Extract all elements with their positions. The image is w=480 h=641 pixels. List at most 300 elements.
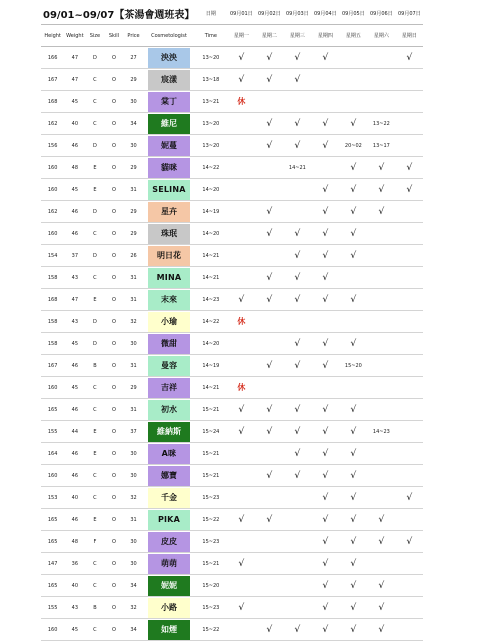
checkmark-cell: √ <box>255 267 283 289</box>
empty-day-cell <box>283 575 311 597</box>
skill-cell: O <box>104 399 123 421</box>
empty-day-cell <box>339 311 367 333</box>
checkmark-cell: √ <box>283 289 311 311</box>
table-row <box>41 487 423 509</box>
empty-day-cell <box>255 597 283 619</box>
empty-day-cell <box>255 575 283 597</box>
cosmetologist-cell <box>144 575 195 597</box>
custom-time-cell: 15~20 <box>339 355 367 377</box>
checkmark-cell: √ <box>311 531 339 553</box>
empty-day-cell <box>283 311 311 333</box>
table-row <box>41 47 423 69</box>
checkmark-cell: √ <box>283 355 311 377</box>
checkmark-cell: √ <box>367 157 395 179</box>
price-cell: 31 <box>123 509 143 531</box>
checkmark-cell: √ <box>283 465 311 487</box>
cosmetologist-name: A咪 <box>148 444 190 464</box>
checkmark-cell: √ <box>227 421 255 443</box>
empty-day-cell <box>283 487 311 509</box>
checkmark-cell: √ <box>283 135 311 157</box>
skill-cell: O <box>104 289 123 311</box>
empty-day-cell <box>227 333 255 355</box>
height-cell: 165 <box>41 509 64 531</box>
custom-time-cell: 14~21 <box>283 157 311 179</box>
cosmetologist-cell <box>144 531 195 553</box>
checkmark-cell: √ <box>255 465 283 487</box>
checkmark-cell: √ <box>311 553 339 575</box>
empty-day-cell <box>339 91 367 113</box>
checkmark-cell: √ <box>339 245 367 267</box>
schedule-table <box>41 3 423 641</box>
weight-cell: 43 <box>64 267 85 289</box>
table-row <box>41 333 423 355</box>
skill-cell: O <box>104 267 123 289</box>
height-cell: 147 <box>41 553 64 575</box>
table-row <box>41 157 423 179</box>
skill-cell: O <box>104 575 123 597</box>
checkmark-cell: √ <box>367 619 395 641</box>
height-cell: 160 <box>41 179 64 201</box>
time-cell: 15~23 <box>194 531 227 553</box>
height-cell: 160 <box>41 377 64 399</box>
empty-day-cell <box>227 179 255 201</box>
skill-cell: O <box>104 91 123 113</box>
weight-cell: 48 <box>64 157 85 179</box>
size-cell: C <box>85 619 104 641</box>
empty-day-cell <box>395 597 423 619</box>
empty-day-cell <box>227 443 255 465</box>
cosmetologist-name: 末來 <box>148 290 190 310</box>
weight-cell: 37 <box>64 245 85 267</box>
checkmark-cell: √ <box>255 399 283 421</box>
size-cell: C <box>85 575 104 597</box>
empty-day-cell <box>367 487 395 509</box>
empty-day-cell <box>367 267 395 289</box>
cosmetologist-name: 如煙 <box>148 620 190 640</box>
height-cell: 165 <box>41 575 64 597</box>
empty-day-cell <box>255 91 283 113</box>
empty-day-cell <box>255 487 283 509</box>
price-cell: 30 <box>123 553 143 575</box>
cosmetologist-name: 星卉 <box>148 202 190 222</box>
empty-day-cell <box>227 575 255 597</box>
checkmark-cell: √ <box>255 355 283 377</box>
checkmark-cell: √ <box>255 201 283 223</box>
skill-cell: O <box>104 245 123 267</box>
checkmark-cell: √ <box>311 487 339 509</box>
checkmark-cell: √ <box>395 531 423 553</box>
empty-day-cell <box>367 223 395 245</box>
skill-cell: O <box>104 553 123 575</box>
table-row <box>41 597 423 619</box>
cosmetologist-cell <box>144 47 195 69</box>
weekday-header-2: 星期二 <box>255 25 283 47</box>
height-cell: 156 <box>41 135 64 157</box>
checkmark-cell: √ <box>283 69 311 91</box>
size-cell: D <box>85 311 104 333</box>
time-cell: 15~21 <box>194 465 227 487</box>
cosmetologist-name: 棠丁 <box>148 92 190 112</box>
price-cell: 31 <box>123 179 143 201</box>
size-cell: C <box>85 377 104 399</box>
cosmetologist-cell <box>144 333 195 355</box>
checkmark-cell: √ <box>311 421 339 443</box>
empty-day-cell <box>395 553 423 575</box>
time-cell: 14~19 <box>194 355 227 377</box>
cosmetologist-cell <box>144 201 195 223</box>
checkmark-cell: √ <box>283 113 311 135</box>
skill-cell: O <box>104 223 123 245</box>
empty-day-cell <box>367 355 395 377</box>
day-off-cell: 休 <box>227 91 255 113</box>
price-cell: 30 <box>123 531 143 553</box>
price-cell: 32 <box>123 597 143 619</box>
height-cell: 162 <box>41 201 64 223</box>
price-cell: 34 <box>123 619 143 641</box>
cosmetologist-cell <box>144 597 195 619</box>
checkmark-cell: √ <box>283 47 311 69</box>
weight-cell: 45 <box>64 333 85 355</box>
table-row <box>41 69 423 91</box>
cosmetologist-header: Cosmetologist <box>144 25 195 47</box>
skill-cell: O <box>104 179 123 201</box>
empty-day-cell <box>395 443 423 465</box>
day-off-cell: 休 <box>227 311 255 333</box>
empty-day-cell <box>311 311 339 333</box>
empty-day-cell <box>283 377 311 399</box>
size-cell: C <box>85 487 104 509</box>
checkmark-cell: √ <box>311 597 339 619</box>
cosmetologist-name: 維納斯 <box>148 422 190 442</box>
title-row <box>41 3 423 25</box>
table-row <box>41 553 423 575</box>
weight-cell: 46 <box>64 399 85 421</box>
weekday-header-3: 星期三 <box>283 25 311 47</box>
weight-cell: 43 <box>64 311 85 333</box>
weight-cell: 46 <box>64 509 85 531</box>
size-cell: B <box>85 597 104 619</box>
empty-day-cell <box>395 377 423 399</box>
empty-day-cell <box>255 531 283 553</box>
table-row <box>41 179 423 201</box>
checkmark-cell: √ <box>255 421 283 443</box>
cosmetologist-cell <box>144 179 195 201</box>
checkmark-cell: √ <box>339 421 367 443</box>
cosmetologist-name: 娜寶 <box>148 466 190 486</box>
checkmark-cell: √ <box>311 47 339 69</box>
checkmark-cell: √ <box>367 531 395 553</box>
time-cell: 13~20 <box>194 47 227 69</box>
time-cell: 15~22 <box>194 619 227 641</box>
weight-cell: 46 <box>64 465 85 487</box>
time-cell: 14~19 <box>194 201 227 223</box>
date-header-3: 09月03日 <box>283 3 311 25</box>
checkmark-cell: √ <box>395 179 423 201</box>
empty-day-cell <box>283 201 311 223</box>
size-cell: E <box>85 157 104 179</box>
size-cell: B <box>85 355 104 377</box>
cosmetologist-name: 小瑜 <box>148 312 190 332</box>
checkmark-cell: √ <box>283 245 311 267</box>
empty-day-cell <box>311 157 339 179</box>
cosmetologist-name: 萌萌 <box>148 554 190 574</box>
time-cell: 14~22 <box>194 311 227 333</box>
cosmetologist-name: 泱泱 <box>148 48 190 68</box>
cosmetologist-cell <box>144 355 195 377</box>
empty-day-cell <box>339 47 367 69</box>
empty-day-cell <box>339 377 367 399</box>
time-header: Time <box>194 25 227 47</box>
cosmetologist-name: MINA <box>148 268 190 288</box>
weight-cell: 46 <box>64 223 85 245</box>
table-row <box>41 91 423 113</box>
checkmark-cell: √ <box>227 47 255 69</box>
skill-cell: O <box>104 135 123 157</box>
empty-day-cell <box>395 575 423 597</box>
checkmark-cell: √ <box>255 47 283 69</box>
cosmetologist-cell <box>144 487 195 509</box>
size-cell: E <box>85 289 104 311</box>
time-cell: 13~21 <box>194 91 227 113</box>
checkmark-cell: √ <box>283 223 311 245</box>
size-cell: D <box>85 333 104 355</box>
weekday-header-6: 星期六 <box>367 25 395 47</box>
empty-day-cell <box>255 179 283 201</box>
skill-cell: O <box>104 157 123 179</box>
price-cell: 29 <box>123 201 143 223</box>
checkmark-cell: √ <box>367 509 395 531</box>
time-cell: 14~22 <box>194 157 227 179</box>
size-cell: D <box>85 135 104 157</box>
cosmetologist-cell <box>144 443 195 465</box>
empty-day-cell <box>395 619 423 641</box>
checkmark-cell: √ <box>395 47 423 69</box>
height-cell: 158 <box>41 311 64 333</box>
checkmark-cell: √ <box>339 619 367 641</box>
time-cell: 13~20 <box>194 113 227 135</box>
cosmetologist-name: 千金 <box>148 488 190 508</box>
empty-day-cell <box>283 91 311 113</box>
skill-cell: O <box>104 487 123 509</box>
empty-day-cell <box>395 91 423 113</box>
skill-cell: O <box>104 465 123 487</box>
size-cell: C <box>85 399 104 421</box>
height-cell: 158 <box>41 333 64 355</box>
empty-day-cell <box>367 245 395 267</box>
cosmetologist-cell <box>144 289 195 311</box>
empty-day-cell <box>367 91 395 113</box>
empty-day-cell <box>255 311 283 333</box>
empty-day-cell <box>395 509 423 531</box>
cosmetologist-cell <box>144 223 195 245</box>
size-header: Size <box>85 25 104 47</box>
table-row <box>41 113 423 135</box>
height-cell: 168 <box>41 91 64 113</box>
cosmetologist-cell <box>144 509 195 531</box>
price-cell: 30 <box>123 333 143 355</box>
weight-cell: 46 <box>64 135 85 157</box>
height-cell: 160 <box>41 157 64 179</box>
checkmark-cell: √ <box>395 487 423 509</box>
cosmetologist-cell <box>144 135 195 157</box>
checkmark-cell: √ <box>283 619 311 641</box>
checkmark-cell: √ <box>339 597 367 619</box>
height-cell: 165 <box>41 399 64 421</box>
weight-cell: 45 <box>64 179 85 201</box>
checkmark-cell: √ <box>311 509 339 531</box>
price-cell: 29 <box>123 69 143 91</box>
checkmark-cell: √ <box>339 223 367 245</box>
size-cell: E <box>85 421 104 443</box>
weight-cell: 40 <box>64 113 85 135</box>
price-cell: 31 <box>123 267 143 289</box>
checkmark-cell: √ <box>283 399 311 421</box>
height-cell: 160 <box>41 619 64 641</box>
cosmetologist-cell <box>144 113 195 135</box>
cosmetologist-cell <box>144 157 195 179</box>
empty-day-cell <box>395 223 423 245</box>
empty-day-cell <box>367 47 395 69</box>
empty-day-cell <box>367 289 395 311</box>
empty-day-cell <box>367 377 395 399</box>
size-cell: C <box>85 113 104 135</box>
weight-cell: 46 <box>64 443 85 465</box>
date-header-4: 09月04日 <box>311 3 339 25</box>
table-row <box>41 443 423 465</box>
skill-cell: O <box>104 443 123 465</box>
weight-cell: 45 <box>64 377 85 399</box>
custom-time-cell: 14~23 <box>367 421 395 443</box>
skill-cell: O <box>104 333 123 355</box>
cosmetologist-name: 初水 <box>148 400 190 420</box>
checkmark-cell: √ <box>367 201 395 223</box>
height-header: Height <box>41 25 64 47</box>
height-cell: 155 <box>41 597 64 619</box>
cosmetologist-name: 小路 <box>148 598 190 618</box>
date-header-2: 09月02日 <box>255 3 283 25</box>
empty-day-cell <box>367 465 395 487</box>
cosmetologist-name: 皮皮 <box>148 532 190 552</box>
checkmark-cell: √ <box>227 597 255 619</box>
empty-day-cell <box>283 179 311 201</box>
height-cell: 165 <box>41 531 64 553</box>
time-cell: 13~18 <box>194 69 227 91</box>
empty-day-cell <box>283 553 311 575</box>
cosmetologist-cell <box>144 377 195 399</box>
height-cell: 160 <box>41 223 64 245</box>
table-row <box>41 377 423 399</box>
cosmetologist-name: 維尼 <box>148 114 190 134</box>
empty-day-cell <box>367 553 395 575</box>
checkmark-cell: √ <box>311 575 339 597</box>
checkmark-cell: √ <box>339 179 367 201</box>
time-cell: 14~21 <box>194 267 227 289</box>
checkmark-cell: √ <box>339 509 367 531</box>
table-row <box>41 289 423 311</box>
checkmark-cell: √ <box>339 157 367 179</box>
empty-day-cell <box>255 157 283 179</box>
weight-cell: 48 <box>64 531 85 553</box>
height-cell: 164 <box>41 443 64 465</box>
time-cell: 15~23 <box>194 597 227 619</box>
size-cell: E <box>85 179 104 201</box>
cosmetologist-name: 明日花 <box>148 246 190 266</box>
skill-cell: O <box>104 311 123 333</box>
weekday-header-1: 星期一 <box>227 25 255 47</box>
skill-header: Skill <box>104 25 123 47</box>
weight-cell: 44 <box>64 421 85 443</box>
checkmark-cell: √ <box>311 289 339 311</box>
checkmark-cell: √ <box>227 69 255 91</box>
cosmetologist-name: 貓咪 <box>148 158 190 178</box>
checkmark-cell: √ <box>227 509 255 531</box>
height-cell: 162 <box>41 113 64 135</box>
price-cell: 32 <box>123 487 143 509</box>
cosmetologist-cell <box>144 245 195 267</box>
size-cell: F <box>85 531 104 553</box>
weight-cell: 40 <box>64 487 85 509</box>
table-row <box>41 509 423 531</box>
skill-cell: O <box>104 619 123 641</box>
date-header-7: 09月07日 <box>395 3 423 25</box>
checkmark-cell: √ <box>311 333 339 355</box>
price-cell: 31 <box>123 355 143 377</box>
custom-time-cell: 20~02 <box>339 135 367 157</box>
price-cell: 37 <box>123 421 143 443</box>
empty-day-cell <box>367 443 395 465</box>
cosmetologist-name: 吉祥 <box>148 378 190 398</box>
checkmark-cell: √ <box>339 201 367 223</box>
time-cell: 14~20 <box>194 223 227 245</box>
time-cell: 15~21 <box>194 443 227 465</box>
skill-cell: O <box>104 377 123 399</box>
price-cell: 31 <box>123 399 143 421</box>
checkmark-cell: √ <box>339 553 367 575</box>
price-cell: 29 <box>123 223 143 245</box>
checkmark-cell: √ <box>311 267 339 289</box>
day-off-cell: 休 <box>227 377 255 399</box>
price-header: Price <box>123 25 143 47</box>
checkmark-cell: √ <box>339 443 367 465</box>
size-cell: C <box>85 553 104 575</box>
weight-cell: 45 <box>64 619 85 641</box>
checkmark-cell: √ <box>255 289 283 311</box>
checkmark-cell: √ <box>395 157 423 179</box>
table-row <box>41 619 423 641</box>
custom-time-cell: 13~22 <box>367 113 395 135</box>
empty-day-cell <box>227 487 255 509</box>
empty-day-cell <box>395 399 423 421</box>
price-cell: 29 <box>123 157 143 179</box>
price-cell: 31 <box>123 289 143 311</box>
cosmetologist-cell <box>144 553 195 575</box>
empty-day-cell <box>395 311 423 333</box>
checkmark-cell: √ <box>227 553 255 575</box>
empty-day-cell <box>395 421 423 443</box>
empty-day-cell <box>227 201 255 223</box>
empty-day-cell <box>227 135 255 157</box>
checkmark-cell: √ <box>339 531 367 553</box>
checkmark-cell: √ <box>311 223 339 245</box>
table-row <box>41 201 423 223</box>
size-cell: C <box>85 223 104 245</box>
date-header-1: 09月01日 <box>227 3 255 25</box>
empty-day-cell <box>227 223 255 245</box>
cosmetologist-name: 微甜 <box>148 334 190 354</box>
empty-day-cell <box>367 69 395 91</box>
empty-day-cell <box>311 377 339 399</box>
empty-day-cell <box>311 91 339 113</box>
